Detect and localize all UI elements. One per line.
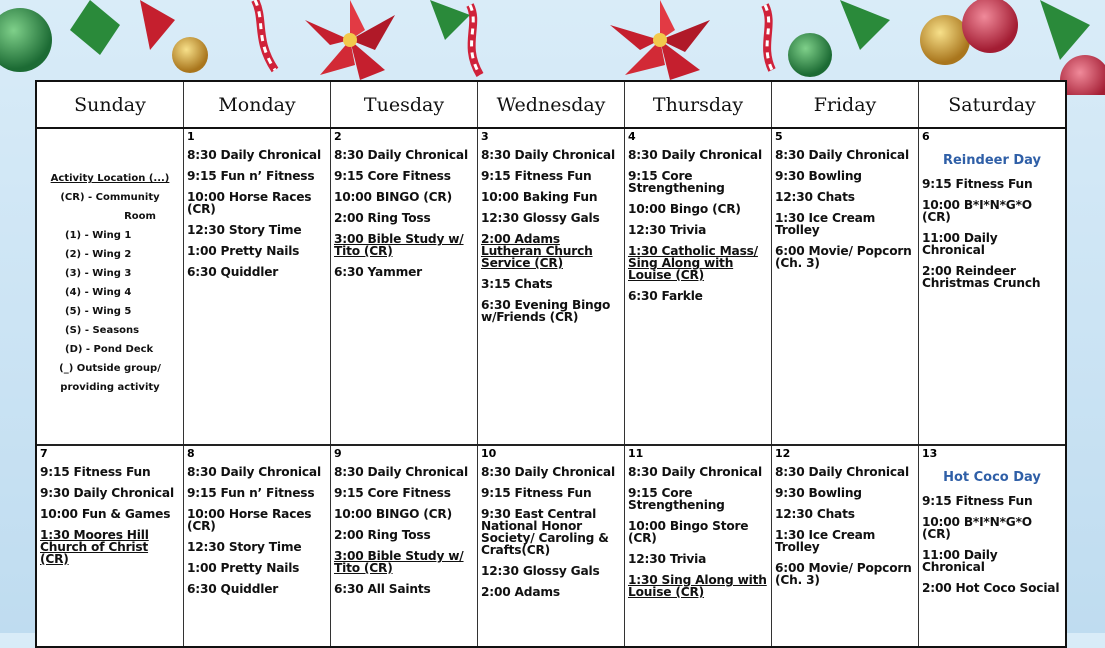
day-number: 1 bbox=[187, 130, 195, 143]
legend-line: (5) - Wing 5 bbox=[65, 306, 132, 317]
header-friday: Friday bbox=[772, 82, 919, 127]
event-item: 6:30 Quiddler bbox=[187, 582, 279, 596]
event-item: 3:00 Bible Study w/ Tito (CR) bbox=[334, 232, 464, 258]
event-item: 6:00 Movie/ Popcorn (Ch. 3) bbox=[775, 561, 912, 587]
event-item: 12:30 Trivia bbox=[628, 552, 707, 566]
event-item: 8:30 Daily Chronical bbox=[775, 148, 909, 162]
day-cell-12[interactable] bbox=[772, 446, 919, 646]
event-item: 6:30 Quiddler bbox=[187, 265, 279, 279]
event-item: 8:30 Daily Chronical bbox=[481, 465, 615, 479]
event-item: 9:15 Fitness Fun bbox=[922, 177, 1033, 191]
event-item: 8:30 Daily Chronical bbox=[628, 465, 762, 479]
day-number: 8 bbox=[187, 447, 195, 460]
event-item: 10:00 BINGO (CR) bbox=[334, 507, 452, 521]
event-item: 9:15 Fitness Fun bbox=[481, 169, 592, 183]
event-item: 9:15 Core Strengthening bbox=[628, 486, 725, 512]
event-item: 2:00 Reindeer Christmas Crunch bbox=[922, 264, 1041, 290]
event-item: 9:30 East Central National Honor Society/ Caroling & Crafts(CR) bbox=[481, 507, 609, 557]
event-item: 6:30 All Saints bbox=[334, 582, 431, 596]
legend-line: (3) - Wing 3 bbox=[65, 268, 132, 279]
event-item: 10:00 B*I*N*G*O (CR) bbox=[922, 198, 1032, 224]
day-number: 13 bbox=[922, 447, 938, 460]
event-item: 1:00 Pretty Nails bbox=[187, 244, 300, 258]
event-item: 9:15 Core Fitness bbox=[334, 486, 451, 500]
event-item: 9:15 Fun n’ Fitness bbox=[187, 169, 315, 183]
event-item: 9:15 Core Strengthening bbox=[628, 169, 725, 195]
event-item: 6:30 Farkle bbox=[628, 289, 703, 303]
event-item: 10:00 Fun & Games bbox=[40, 507, 171, 521]
event-item: 3:15 Chats bbox=[481, 277, 553, 291]
week-row-2 bbox=[37, 446, 1065, 646]
special-day-title: Reindeer Day bbox=[942, 153, 1042, 168]
day-number: 5 bbox=[775, 130, 783, 143]
legend-cell bbox=[37, 129, 184, 444]
event-item: 10:00 Bingo (CR) bbox=[628, 202, 741, 216]
header-tuesday: Tuesday bbox=[331, 82, 478, 127]
event-item: 12:30 Glossy Gals bbox=[481, 211, 600, 225]
location-legend bbox=[37, 169, 183, 397]
event-item: 11:00 Daily Chronical bbox=[922, 231, 998, 257]
event-item: 9:30 Bowling bbox=[775, 486, 862, 500]
day-cell-6[interactable] bbox=[919, 129, 1065, 444]
event-item: 12:30 Glossy Gals bbox=[481, 564, 600, 578]
legend-line: (_) Outside group/ bbox=[59, 363, 161, 374]
legend-line: providing activity bbox=[60, 382, 160, 393]
event-item: 2:00 Ring Toss bbox=[334, 528, 431, 542]
event-item: 12:30 Story Time bbox=[187, 540, 302, 554]
day-cell-11[interactable] bbox=[625, 446, 772, 646]
event-item: 10:00 Baking Fun bbox=[481, 190, 598, 204]
event-item: 8:30 Daily Chronical bbox=[775, 465, 909, 479]
event-item: 6:30 Evening Bingo w/Friends (CR) bbox=[481, 298, 611, 324]
legend-title: Activity Location (...) bbox=[50, 173, 170, 184]
event-item: 1:30 Ice Cream Trolley bbox=[775, 528, 876, 554]
event-item: 2:00 Adams Lutheran Church Service (CR) bbox=[481, 232, 593, 270]
day-number: 7 bbox=[40, 447, 48, 460]
special-day-title: Hot Coco Day bbox=[943, 470, 1041, 485]
day-cell-2[interactable] bbox=[331, 129, 478, 444]
header-sunday: Sunday bbox=[37, 82, 184, 127]
event-item: 10:00 BINGO (CR) bbox=[334, 190, 452, 204]
event-item: 8:30 Daily Chronical bbox=[334, 148, 468, 162]
day-number: 10 bbox=[481, 447, 497, 460]
event-item: 9:30 Bowling bbox=[775, 169, 862, 183]
legend-line: (1) - Wing 1 bbox=[65, 230, 132, 241]
event-item: 9:15 Fitness Fun bbox=[40, 465, 151, 479]
week-row-1 bbox=[37, 129, 1065, 446]
event-item: 1:30 Catholic Mass/ Sing Along with Louise (CR) bbox=[628, 244, 758, 282]
day-cell-4[interactable] bbox=[625, 129, 772, 444]
event-item: 10:00 Horse Races (CR) bbox=[187, 190, 312, 216]
day-number: 3 bbox=[481, 130, 489, 143]
legend-line: (2) - Wing 2 bbox=[65, 249, 132, 260]
event-item: 1:30 Ice Cream Trolley bbox=[775, 211, 876, 237]
day-cell-8[interactable] bbox=[184, 446, 331, 646]
event-item: 2:00 Hot Coco Social bbox=[922, 581, 1060, 595]
event-item: 8:30 Daily Chronical bbox=[481, 148, 615, 162]
event-item: 12:30 Chats bbox=[775, 190, 855, 204]
day-number: 9 bbox=[334, 447, 342, 460]
day-cell-3[interactable] bbox=[478, 129, 625, 444]
event-item: 12:30 Chats bbox=[775, 507, 855, 521]
day-number: 11 bbox=[628, 447, 644, 460]
day-number: 4 bbox=[628, 130, 636, 143]
day-cell-10[interactable] bbox=[478, 446, 625, 646]
event-item: 10:00 B*I*N*G*O (CR) bbox=[922, 515, 1032, 541]
event-item: 12:30 Trivia bbox=[628, 223, 707, 237]
event-item: 3:00 Bible Study w/ Tito (CR) bbox=[334, 549, 464, 575]
event-item: 9:15 Fun n’ Fitness bbox=[187, 486, 315, 500]
event-item: 8:30 Daily Chronical bbox=[187, 148, 321, 162]
event-item: 1:00 Pretty Nails bbox=[187, 561, 300, 575]
event-item: 6:30 Yammer bbox=[334, 265, 422, 279]
event-item: 1:30 Moores Hill Church of Christ (CR) bbox=[40, 528, 149, 566]
event-item: 1:30 Sing Along with Louise (CR) bbox=[628, 573, 767, 599]
activity-calendar bbox=[35, 80, 1067, 648]
event-item: 8:30 Daily Chronical bbox=[334, 465, 468, 479]
event-item: 8:30 Daily Chronical bbox=[187, 465, 321, 479]
event-item: 9:15 Fitness Fun bbox=[922, 494, 1033, 508]
header-monday: Monday bbox=[184, 82, 331, 127]
day-cell-7[interactable] bbox=[37, 446, 184, 646]
day-number: 6 bbox=[922, 130, 930, 143]
day-cell-5[interactable] bbox=[772, 129, 919, 444]
day-number: 2 bbox=[334, 130, 342, 143]
header-wednesday: Wednesday bbox=[478, 82, 625, 127]
legend-line: (D) - Pond Deck bbox=[65, 344, 154, 355]
event-item: 10:00 Horse Races (CR) bbox=[187, 507, 312, 533]
header-saturday: Saturday bbox=[919, 82, 1065, 127]
event-item: 2:00 Ring Toss bbox=[334, 211, 431, 225]
header-thursday: Thursday bbox=[625, 82, 772, 127]
event-item: 6:00 Movie/ Popcorn (Ch. 3) bbox=[775, 244, 912, 270]
event-item: 9:15 Core Fitness bbox=[334, 169, 451, 183]
day-cell-1[interactable] bbox=[184, 129, 331, 444]
event-item: 9:30 Daily Chronical bbox=[40, 486, 174, 500]
legend-line: (CR) - Community bbox=[60, 192, 160, 203]
day-cell-9[interactable] bbox=[331, 446, 478, 646]
weekday-header bbox=[37, 82, 1065, 129]
event-item: 8:30 Daily Chronical bbox=[628, 148, 762, 162]
day-cell-13[interactable] bbox=[919, 446, 1065, 646]
legend-line: (4) - Wing 4 bbox=[65, 287, 132, 298]
event-item: 10:00 Bingo Store (CR) bbox=[628, 519, 749, 545]
day-number: 12 bbox=[775, 447, 791, 460]
event-item: 9:15 Fitness Fun bbox=[481, 486, 592, 500]
legend-line: (S) - Seasons bbox=[65, 325, 140, 336]
event-item: 2:00 Adams bbox=[481, 585, 560, 599]
event-item: 11:00 Daily Chronical bbox=[922, 548, 998, 574]
legend-line: Room bbox=[124, 211, 156, 222]
event-item: 12:30 Story Time bbox=[187, 223, 302, 237]
